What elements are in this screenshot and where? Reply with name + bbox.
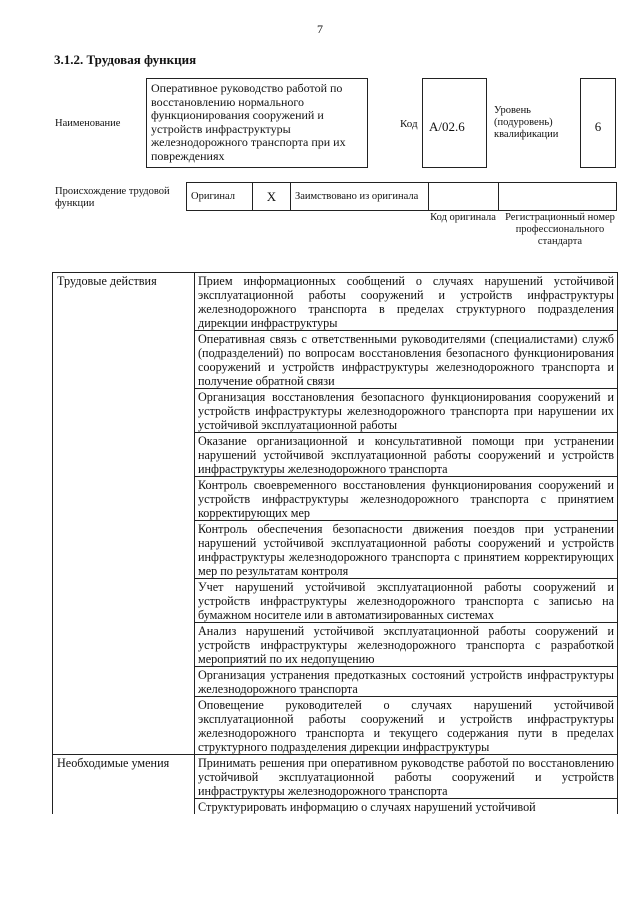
labor-action-item: Анализ нарушений устойчивой эксплуатационной работы сооружений и устройств инфраструктуры железнодорожного транспорта с разработкой мероприятий по их недопущению: [195, 623, 618, 667]
code-original-caption: Код оригинала: [430, 212, 496, 223]
skill-item: Структурировать информацию о случаях нарушений устойчивой: [195, 799, 618, 815]
code-original-cell: [429, 183, 499, 211]
reg-number-cell: [499, 183, 617, 211]
labor-action-item: Оказание организационной и консультативной помощи при устранении нарушений устойчивой эксплуатационной работы сооружений и устройств инфраструктуры железнодорожного транспорта: [195, 433, 618, 477]
table-row: [53, 755, 618, 799]
labor-action-item: Контроль обеспечения безопасности движения поездов при устранении нарушений устойчивой эксплуатационной работы сооружений и устройств инфраструктуры железнодорожного транспорта с принятием корректирующих мер по результатам контроля: [195, 521, 618, 579]
name-label: Наименование: [55, 118, 121, 129]
labor-action-item: Организация устранения предотказных состояний устройств инфраструктуры железнодорожного транспорта: [195, 667, 618, 697]
code-label: Код: [400, 118, 418, 130]
page-number: 7: [317, 22, 323, 36]
original-cell: Оригинал: [187, 183, 253, 211]
origin-label: Происхождение трудовой функции: [55, 186, 170, 209]
section-title: 3.1.2. Трудовая функция: [54, 52, 197, 67]
origin-table: [186, 182, 617, 211]
qualification-level-box: 6: [580, 78, 616, 168]
original-mark-cell: X: [253, 183, 291, 211]
function-code-box: A/02.6: [422, 78, 487, 168]
labor-actions-label: Трудовые действия: [53, 273, 195, 755]
reg-number-caption: Регистрационный номер профессионального стандарта: [505, 212, 615, 247]
labor-action-item: Контроль своевременного восстановления функционирования сооружений и устройств инфраструктуры железнодорожного транспорта с принятием корректирующих мер: [195, 477, 618, 521]
skills-label: Необходимые умения: [53, 755, 195, 815]
labor-action-item: Прием информационных сообщений о случаях нарушений устойчивой эксплуатационной работы сооружений и устройств инфраструктуры железнодорожного транспорта в пределах структурного подразделения дирекции инфраструктуры: [195, 273, 618, 331]
skill-item: Принимать решения при оперативном руководстве работой по восстановлению устойчивой эксплуатационной работы сооружений и устройств инфраструктуры железнодорожного транспорта: [195, 755, 618, 799]
table-row: [53, 273, 618, 331]
borrowed-cell: Заимствовано из оригинала: [291, 183, 429, 211]
labor-action-item: Оперативная связь с ответственными руководителями (специалистами) служб (подразделений) по вопросам восстановления безопасного функционирования сооружений и устройств инфраструктуры железнодорожного транспорта и получение обратной связи: [195, 331, 618, 389]
function-name-box: Оперативное руководство работой по восстановлению нормального функционирования сооружений и устройств инфраструктуры железнодорожного транспорта при их повреждениях: [146, 78, 368, 168]
qualification-level-label: Уровень (подуровень) квалификации: [494, 105, 559, 140]
labor-action-item: Оповещение руководителей о случаях нарушений устойчивой эксплуатационной работы сооружений и устройств инфраструктуры железнодорожного транспорта и текущего содержания пути в пределах структурного подразделения дирекции инфраструктуры: [195, 697, 618, 755]
labor-action-item: Организация восстановления безопасного функционирования сооружений и устройств инфраструктуры железнодорожного транспорта при нарушении их устойчивой эксплуатационной работы: [195, 389, 618, 433]
labor-action-item: Учет нарушений устойчивой эксплуатационной работы сооружений и устройств инфраструктуры железнодорожного транспорта с записью на бумажном носителе или в автоматизированных системах: [195, 579, 618, 623]
labor-function-table: [52, 272, 618, 814]
